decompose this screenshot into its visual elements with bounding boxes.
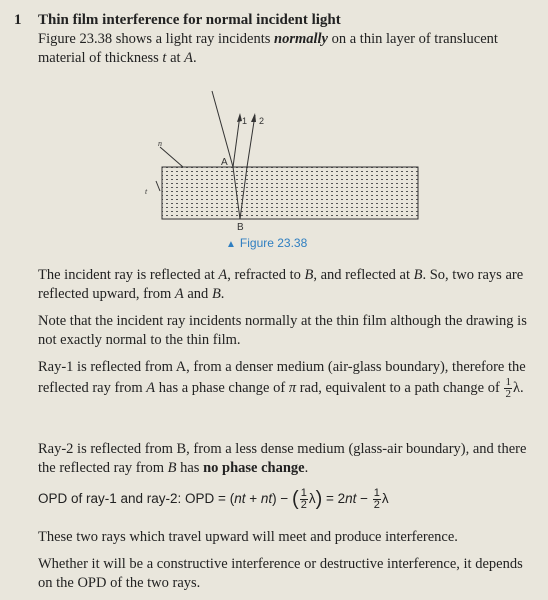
incident-ray (212, 91, 233, 167)
section-heading (14, 10, 539, 30)
thickness-marker (156, 181, 160, 191)
label-n: n (158, 139, 162, 148)
paragraph-ray-1: Ray-1 is reflected from A, from a denser medium (air-glass boundary), therefore the reflected ray from A has a phase change of π rad, equivalent to a path change of $\frac{1}{2}$ λ. (38, 359, 526, 400)
ray-2-arrow (251, 113, 256, 122)
figure-caption: ▲ Figure 23.38 (226, 236, 308, 250)
paragraph-ray-2: Ray-2 is reflected from B, from a less dense medium (glass-air boundary), and there the reflected ray from B has no phase change. (38, 441, 527, 476)
label-B: B (237, 222, 244, 233)
reflected-ray-1 (233, 115, 240, 167)
label-1: 1 (242, 116, 248, 126)
label-2: 2 (259, 116, 265, 126)
fraction-half: $\frac{1}{2}$ (505, 376, 511, 400)
reflected-ray-2 (247, 115, 255, 167)
paragraph-note: Note that the incident ray incidents normally at the thin film although the drawing is not exactly normal to the thin film. (38, 313, 527, 348)
opd-fraction-2: $\frac{1}{2}$ (373, 487, 380, 511)
label-A: A (221, 157, 228, 168)
thin-film-layer (162, 167, 418, 219)
section-title: Thin film interference for normal incident light (38, 12, 341, 28)
label-t: t (145, 187, 148, 196)
normal-line (160, 147, 183, 167)
intro-paragraph: Figure 23.38 shows a light ray incidents normally on a thin layer of translucent material of thickness t at A. (38, 31, 498, 66)
paragraph-opd-dependence: Whether it will be a constructive interference or destructive interference, it depends on the OPD of the two rays. (38, 556, 523, 591)
section-number: 1 (14, 12, 22, 28)
paragraph-interference: These two rays which travel upward will meet and produce interference. (38, 529, 458, 545)
caption-triangle-icon: ▲ (226, 239, 236, 250)
paragraph-reflection: The incident ray is reflected at A, refracted to B, and reflected at B. So, two rays are reflected upward, from A and B. (38, 267, 524, 302)
opd-fraction-1: $\frac{1}{2}$ (300, 487, 307, 511)
opd-equation: OPD of ray-1 and ray-2: OPD = (nt + nt) − ( $\frac{1}{2}$ λ) = 2nt − $\frac{1}{2}$ λ (38, 487, 389, 511)
thin-film-figure (130, 70, 430, 250)
